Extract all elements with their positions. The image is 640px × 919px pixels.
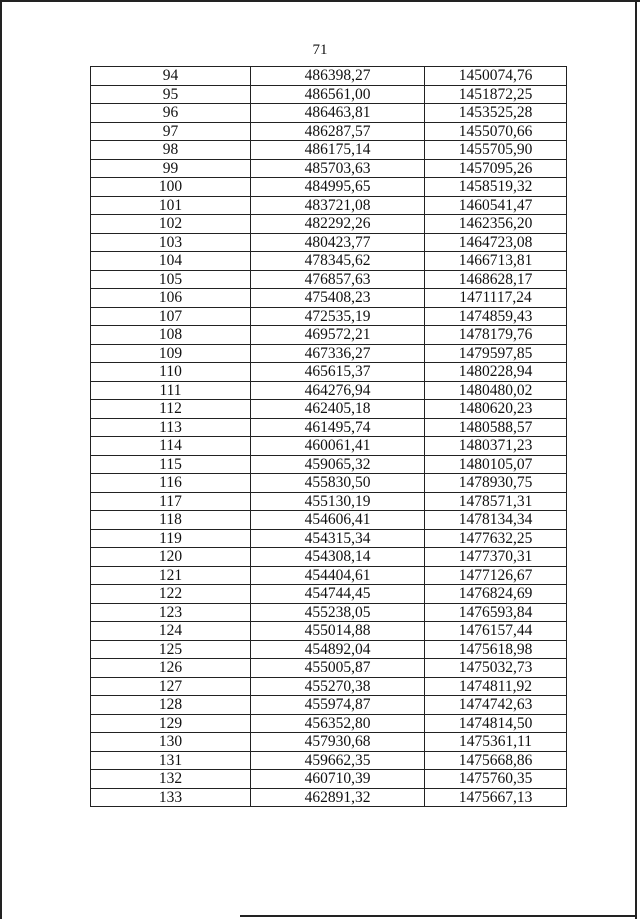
- y-coordinate-cell: 1480228,94: [425, 363, 567, 382]
- x-coordinate-cell: 457930,68: [251, 733, 425, 752]
- table-row: [91, 659, 567, 678]
- point-number-cell: 118: [91, 511, 251, 530]
- x-coordinate-cell: 459662,35: [251, 751, 425, 770]
- table-row: [91, 788, 567, 807]
- x-coordinate-cell: 456352,80: [251, 714, 425, 733]
- y-coordinate-cell: 1480105,07: [425, 455, 567, 474]
- table-row: [91, 252, 567, 271]
- y-coordinate-cell: 1478179,76: [425, 326, 567, 345]
- table-row: [91, 196, 567, 215]
- y-coordinate-cell: 1478134,34: [425, 511, 567, 530]
- point-number-cell: 122: [91, 585, 251, 604]
- page-border-left: [0, 0, 2, 919]
- y-coordinate-cell: 1474742,63: [425, 696, 567, 715]
- point-number-cell: 116: [91, 474, 251, 493]
- y-coordinate-cell: 1474811,92: [425, 677, 567, 696]
- y-coordinate-cell: 1476593,84: [425, 603, 567, 622]
- coordinates-table: [90, 66, 567, 807]
- table-row: [91, 363, 567, 382]
- table-row: [91, 770, 567, 789]
- table-row: [91, 104, 567, 123]
- point-number-cell: 105: [91, 270, 251, 289]
- x-coordinate-cell: 455830,50: [251, 474, 425, 493]
- x-coordinate-cell: 455005,87: [251, 659, 425, 678]
- y-coordinate-cell: 1476157,44: [425, 622, 567, 641]
- point-number-cell: 123: [91, 603, 251, 622]
- point-number-cell: 115: [91, 455, 251, 474]
- y-coordinate-cell: 1475618,98: [425, 640, 567, 659]
- y-coordinate-cell: 1477370,31: [425, 548, 567, 567]
- point-number-cell: 124: [91, 622, 251, 641]
- table-row: [91, 437, 567, 456]
- point-number-cell: 113: [91, 418, 251, 437]
- point-number-cell: 129: [91, 714, 251, 733]
- table-row: [91, 511, 567, 530]
- y-coordinate-cell: 1451872,25: [425, 85, 567, 104]
- x-coordinate-cell: 480423,77: [251, 233, 425, 252]
- x-coordinate-cell: 454744,45: [251, 585, 425, 604]
- table-row: [91, 344, 567, 363]
- x-coordinate-cell: 454308,14: [251, 548, 425, 567]
- table-row: [91, 307, 567, 326]
- x-coordinate-cell: 469572,21: [251, 326, 425, 345]
- y-coordinate-cell: 1476824,69: [425, 585, 567, 604]
- point-number-cell: 97: [91, 122, 251, 141]
- x-coordinate-cell: 454315,34: [251, 529, 425, 548]
- x-coordinate-cell: 460061,41: [251, 437, 425, 456]
- table-row: [91, 640, 567, 659]
- table-row: [91, 677, 567, 696]
- table-row: [91, 492, 567, 511]
- table-row: [91, 585, 567, 604]
- coordinates-table-body: [91, 67, 567, 807]
- y-coordinate-cell: 1471117,24: [425, 289, 567, 308]
- point-number-cell: 120: [91, 548, 251, 567]
- y-coordinate-cell: 1478930,75: [425, 474, 567, 493]
- y-coordinate-cell: 1468628,17: [425, 270, 567, 289]
- x-coordinate-cell: 465615,37: [251, 363, 425, 382]
- point-number-cell: 117: [91, 492, 251, 511]
- y-coordinate-cell: 1480371,23: [425, 437, 567, 456]
- table-row: [91, 326, 567, 345]
- table-row: [91, 159, 567, 178]
- point-number-cell: 127: [91, 677, 251, 696]
- table-row: [91, 733, 567, 752]
- page-border-top: [0, 0, 640, 2]
- point-number-cell: 94: [91, 67, 251, 86]
- point-number-cell: 106: [91, 289, 251, 308]
- point-number-cell: 133: [91, 788, 251, 807]
- y-coordinate-cell: 1464723,08: [425, 233, 567, 252]
- point-number-cell: 130: [91, 733, 251, 752]
- y-coordinate-cell: 1474859,43: [425, 307, 567, 326]
- x-coordinate-cell: 455974,87: [251, 696, 425, 715]
- table-row: [91, 455, 567, 474]
- table-row: [91, 85, 567, 104]
- x-coordinate-cell: 482292,26: [251, 215, 425, 234]
- y-coordinate-cell: 1479597,85: [425, 344, 567, 363]
- point-number-cell: 119: [91, 529, 251, 548]
- x-coordinate-cell: 455130,19: [251, 492, 425, 511]
- x-coordinate-cell: 484995,65: [251, 178, 425, 197]
- point-number-cell: 131: [91, 751, 251, 770]
- point-number-cell: 128: [91, 696, 251, 715]
- point-number-cell: 99: [91, 159, 251, 178]
- x-coordinate-cell: 464276,94: [251, 381, 425, 400]
- y-coordinate-cell: 1475361,11: [425, 733, 567, 752]
- y-coordinate-cell: 1462356,20: [425, 215, 567, 234]
- x-coordinate-cell: 486398,27: [251, 67, 425, 86]
- point-number-cell: 107: [91, 307, 251, 326]
- point-number-cell: 98: [91, 141, 251, 160]
- point-number-cell: 109: [91, 344, 251, 363]
- x-coordinate-cell: 455014,88: [251, 622, 425, 641]
- point-number-cell: 101: [91, 196, 251, 215]
- y-coordinate-cell: 1475667,13: [425, 788, 567, 807]
- x-coordinate-cell: 486175,14: [251, 141, 425, 160]
- y-coordinate-cell: 1458519,32: [425, 178, 567, 197]
- point-number-cell: 110: [91, 363, 251, 382]
- page-number: 71: [312, 42, 328, 58]
- x-coordinate-cell: 459065,32: [251, 455, 425, 474]
- x-coordinate-cell: 461495,74: [251, 418, 425, 437]
- table-row: [91, 696, 567, 715]
- x-coordinate-cell: 454892,04: [251, 640, 425, 659]
- y-coordinate-cell: 1450074,76: [425, 67, 567, 86]
- point-number-cell: 111: [91, 381, 251, 400]
- y-coordinate-cell: 1466713,81: [425, 252, 567, 271]
- y-coordinate-cell: 1457095,26: [425, 159, 567, 178]
- table-row: [91, 714, 567, 733]
- y-coordinate-cell: 1455070,66: [425, 122, 567, 141]
- table-row: [91, 418, 567, 437]
- table-row: [91, 215, 567, 234]
- point-number-cell: 103: [91, 233, 251, 252]
- x-coordinate-cell: 467336,27: [251, 344, 425, 363]
- point-number-cell: 112: [91, 400, 251, 419]
- table-row: [91, 289, 567, 308]
- y-coordinate-cell: 1478571,31: [425, 492, 567, 511]
- x-coordinate-cell: 478345,62: [251, 252, 425, 271]
- table-row: [91, 67, 567, 86]
- point-number-cell: 108: [91, 326, 251, 345]
- y-coordinate-cell: 1480620,23: [425, 400, 567, 419]
- x-coordinate-cell: 486561,00: [251, 85, 425, 104]
- x-coordinate-cell: 472535,19: [251, 307, 425, 326]
- y-coordinate-cell: 1475760,35: [425, 770, 567, 789]
- x-coordinate-cell: 476857,63: [251, 270, 425, 289]
- x-coordinate-cell: 462405,18: [251, 400, 425, 419]
- table-row: [91, 233, 567, 252]
- point-number-cell: 121: [91, 566, 251, 585]
- point-number-cell: 132: [91, 770, 251, 789]
- y-coordinate-cell: 1453525,28: [425, 104, 567, 123]
- table-row: [91, 751, 567, 770]
- point-number-cell: 102: [91, 215, 251, 234]
- point-number-cell: 125: [91, 640, 251, 659]
- table-row: [91, 141, 567, 160]
- point-number-cell: 114: [91, 437, 251, 456]
- x-coordinate-cell: 455238,05: [251, 603, 425, 622]
- x-coordinate-cell: 462891,32: [251, 788, 425, 807]
- y-coordinate-cell: 1480588,57: [425, 418, 567, 437]
- y-coordinate-cell: 1475032,73: [425, 659, 567, 678]
- table-row: [91, 122, 567, 141]
- x-coordinate-cell: 486463,81: [251, 104, 425, 123]
- x-coordinate-cell: 475408,23: [251, 289, 425, 308]
- point-number-cell: 95: [91, 85, 251, 104]
- y-coordinate-cell: 1480480,02: [425, 381, 567, 400]
- y-coordinate-cell: 1474814,50: [425, 714, 567, 733]
- point-number-cell: 96: [91, 104, 251, 123]
- table-row: [91, 566, 567, 585]
- y-coordinate-cell: 1460541,47: [425, 196, 567, 215]
- y-coordinate-cell: 1475668,86: [425, 751, 567, 770]
- x-coordinate-cell: 483721,08: [251, 196, 425, 215]
- x-coordinate-cell: 486287,57: [251, 122, 425, 141]
- point-number-cell: 104: [91, 252, 251, 271]
- y-coordinate-cell: 1455705,90: [425, 141, 567, 160]
- table-row: [91, 381, 567, 400]
- x-coordinate-cell: 485703,63: [251, 159, 425, 178]
- table-row: [91, 548, 567, 567]
- table-row: [91, 622, 567, 641]
- x-coordinate-cell: 460710,39: [251, 770, 425, 789]
- y-coordinate-cell: 1477632,25: [425, 529, 567, 548]
- point-number-cell: 126: [91, 659, 251, 678]
- x-coordinate-cell: 455270,38: [251, 677, 425, 696]
- table-row: [91, 474, 567, 493]
- x-coordinate-cell: 454606,41: [251, 511, 425, 530]
- y-coordinate-cell: 1477126,67: [425, 566, 567, 585]
- page-border-right: [635, 0, 637, 919]
- page-border-bottom: [240, 915, 635, 917]
- table-row: [91, 400, 567, 419]
- table-row: [91, 270, 567, 289]
- table-row: [91, 603, 567, 622]
- point-number-cell: 100: [91, 178, 251, 197]
- table-row: [91, 529, 567, 548]
- table-row: [91, 178, 567, 197]
- x-coordinate-cell: 454404,61: [251, 566, 425, 585]
